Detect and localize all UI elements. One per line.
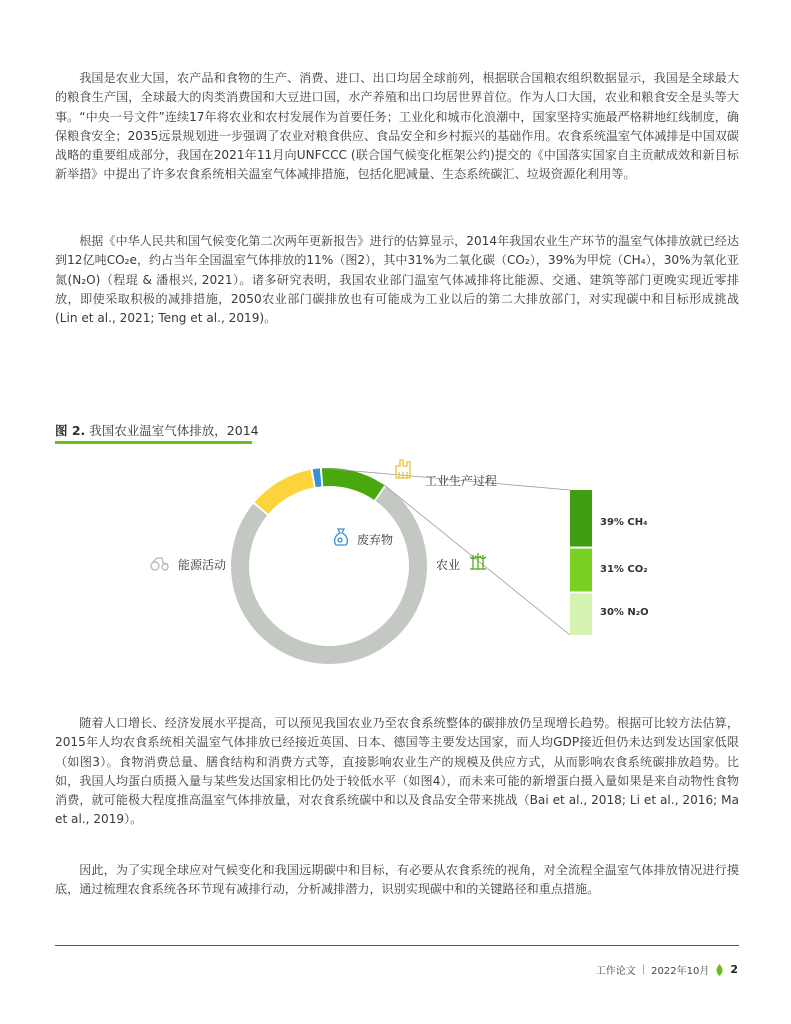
waste-bag-icon: [335, 529, 348, 545]
page-footer: [596, 962, 738, 977]
slice-label-industry: 工业生产过程: [425, 474, 498, 488]
page-number: 2: [730, 963, 738, 976]
footer-separator: |: [641, 964, 646, 975]
body-paragraph-3: 随着人口增长、经济发展水平提高，可以预见我国农业乃至农食系统整体的碳排放仍呈现增长趋势。根据可比较方法估算，2015年人均农食系统相关温室气体排放已经接近英国、日本、德国等主要发达国家，而人均GDP接近但仍未达到发达国家低限（如图3）。食物消费总量、膳食结构和消费方式等，直接影响农业生产的规模及供应方式，从而影响农食系统碳排放趋势。比如，我国人均蛋白质摄入量与某些发达国家相比仍处于较低水平（如图4），而未来可能的新增蛋白摄入量如果是来自动物性食物消费，就可能极大程度推高温室气体排放量，对农食系统碳中和以及食品安全带来挑战（Bai et al., 2018; Li et al., 2016; Ma et al., 2019）。: [55, 716, 739, 827]
figure-caption: [55, 421, 259, 439]
donut-slice-1: [255, 470, 314, 514]
tractor-icon: [151, 558, 168, 570]
figure-number: 图 2.: [55, 423, 86, 438]
body-paragraph-2: 根据《中华人民共和国气候变化第二次两年更新报告》进行的估算显示，2014年我国农业生产环节的温室气体排放就已经达到12亿吨CO₂e，约占当年全国温室气体排放的11%（图2），其中31%为二氧化碳（CO₂），39%为甲烷（CH₄），30%为氧化亚氮(N₂O)（程琨 & 潘根兴, 2021）。诸多研究表明，我国农业部门温室气体减排将比能源、交通、建筑等部门更晚实现近零排放，即使采取积极的减排措施，2050农业部门碳排放也有可能成为工业以后的第二大排放部门，对实现碳中和目标形成挑战 (Lin et al., 2021; Teng et al., 2019)。: [55, 234, 739, 326]
donut-slices: [231, 468, 427, 664]
breakdown-label-co2: 31% CO₂: [600, 564, 648, 575]
breakdown-segment-2: [570, 594, 592, 636]
slice-label-agriculture: 农业: [436, 558, 461, 572]
body-paragraph-1: 我国是农业大国，农产品和食物的生产、消费、进口、出口均居全球前列，根据联合国粮农组织数据显示，我国是全球最大的粮食生产国，全球最大的肉类消费国和大豆进口国，水产养殖和出口均居世界首位。作为人口大国，农业和粮食安全是头等大事。“中央一号文件”连续17年将农业和农村发展作为首要任务；工业化和城市化浪潮中，国家坚持实施最严格耕地红线制度，确保粮食安全；2035远景规划进一步强调了农业对粮食供应、食品安全和乡村振兴的基础作用。农食系统温室气体减排是中国双碳战略的重要组成部分，我国在2021年11月向UNFCCC (联合国气候变化框架公约)提交的《中国落实国家自主贡献成效和新目标新举措》中提出了许多农食系统相关温室气体减排措施，包括化肥减量、生态系统碳汇、垃圾资源化利用等。: [55, 71, 739, 182]
breakdown-segment-0: [570, 490, 592, 547]
slice-label-energy: 能源活动: [178, 558, 227, 572]
donut-slice-2: [313, 468, 322, 487]
footer-date: 2022年10月: [651, 966, 710, 977]
slice-label-waste: 废弃物: [357, 533, 394, 547]
breakdown-segment-1: [570, 549, 592, 592]
breakdown-label-ch4: 39% CH₄: [600, 517, 648, 528]
factory-icon: [396, 460, 410, 478]
breakdown-bar: [570, 490, 592, 635]
figure-title: 我国农业温室气体排放，2014: [89, 423, 259, 438]
footer-divider: [55, 945, 739, 946]
emissions-donut-chart: [0, 440, 791, 680]
body-paragraph-4: 因此，为了实现全球应对气候变化和我国远期碳中和目标，有必要从农食系统的视角，对全流程全温室气体排放情况进行摸底，通过梳理农食系统各环节现有减排行动，分析减排潜力，识别实现碳中和的关键路径和重点措施。: [55, 863, 739, 897]
breakdown-label-n2o: 30% N₂O: [600, 607, 649, 618]
footer-label: 工作论文: [595, 966, 636, 977]
crop-icon: [470, 553, 486, 569]
leaf-icon: [715, 964, 724, 976]
breakdown-connectors: [323, 468, 570, 635]
donut-slice-0: [231, 486, 427, 664]
